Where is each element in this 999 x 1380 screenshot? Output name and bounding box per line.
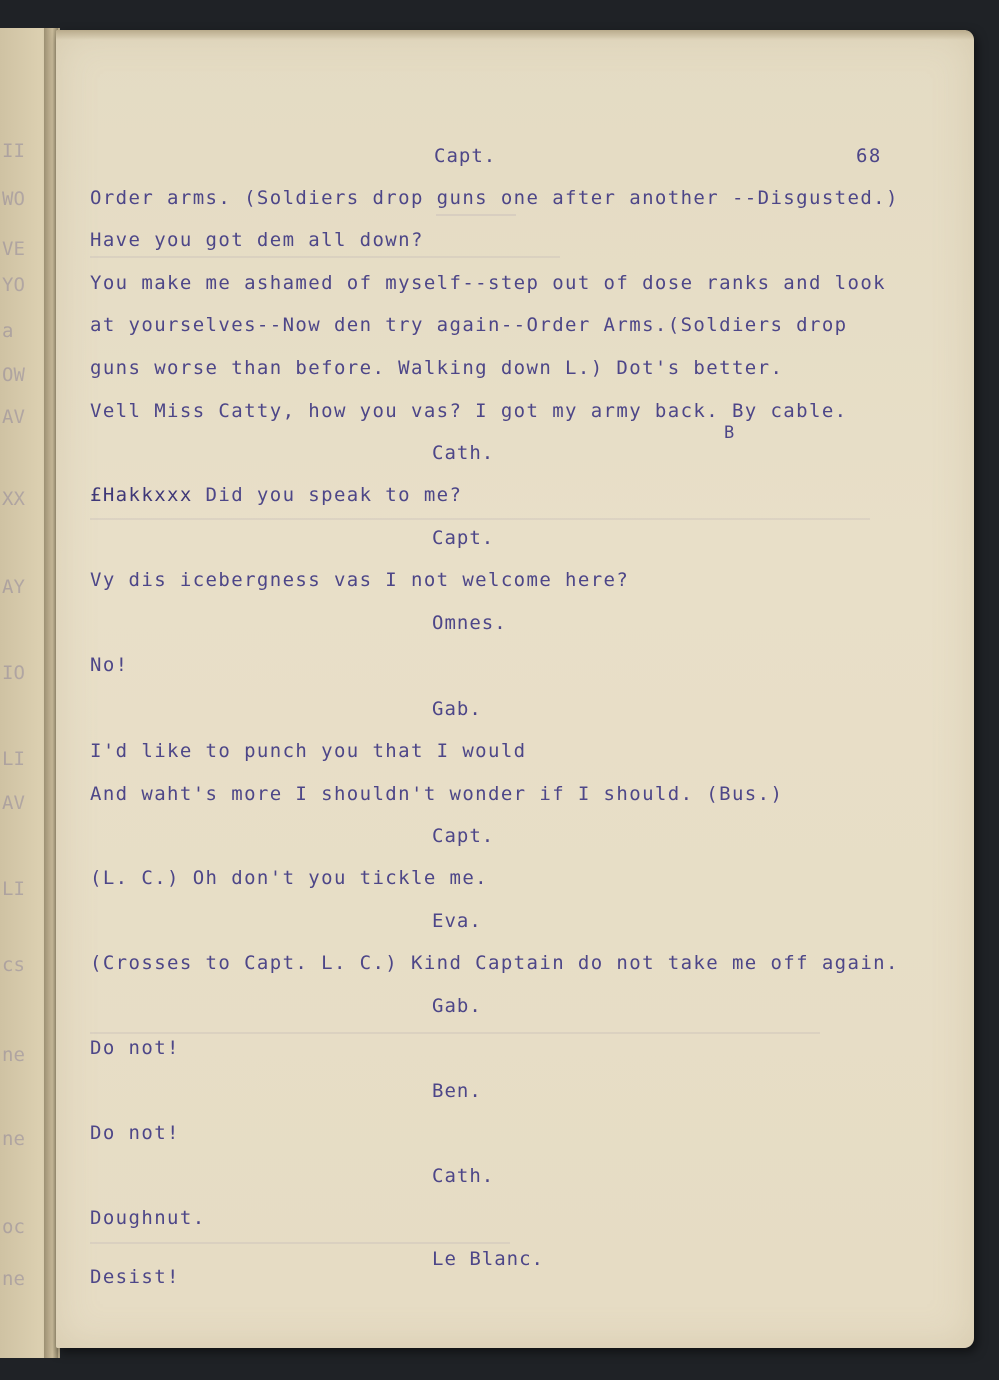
dialogue-line: Do not! (90, 1037, 180, 1059)
dialogue-line: Vy dis icebergness vas I not welcome here? (90, 569, 630, 591)
insert-mark: B (724, 423, 736, 443)
speaker-gab: Gab. (432, 995, 482, 1017)
dialogue-line: Vell Miss Catty, how you vas? I got my army back. By cable. (90, 400, 848, 422)
speaker-capt-header: Capt. (434, 145, 497, 167)
page-top-edge (56, 30, 974, 40)
dialogue-line: You make me ashamed of myself--step out of dose ranks and look (90, 272, 887, 294)
dialogue-line: No! (90, 654, 129, 676)
dialogue-line: Do not! (90, 1122, 180, 1144)
speech-text: Did you speak to me? (192, 484, 463, 506)
dialogue-line: guns worse than before. Walking down L.) Dot's better. (90, 357, 784, 379)
speaker-gab: Gab. (432, 698, 482, 720)
typescript-page (56, 30, 974, 1348)
speaker-cath: Cath. (432, 1165, 495, 1187)
speaker-le-blanc: Le Blanc. (432, 1248, 544, 1270)
dialogue-line: And waht's more I shouldn't wonder if I should. (Bus.) (90, 783, 784, 805)
speaker-capt: Capt. (432, 825, 495, 847)
speaker-omnes: Omnes. (432, 612, 507, 634)
speaker-capt: Capt. (432, 527, 495, 549)
struck-out-text: £Hakkxxx (90, 484, 193, 506)
dialogue-line: Order arms. (Soldiers drop guns one after another --Disgusted.) (90, 187, 899, 209)
dialogue-line: Desist! (90, 1266, 180, 1288)
speaker-eva: Eva. (432, 910, 482, 932)
dialogue-line: at yourselves--Now den try again--Order Arms.(Soldiers drop (90, 314, 848, 336)
speaker-ben: Ben. (432, 1080, 482, 1102)
dialogue-line: Doughnut. (90, 1207, 206, 1229)
page-number: 68 (856, 145, 882, 167)
previous-page-edge: II WO VE YO a OW AV XX AY IO LI AV LI cs ne ne oc ne (0, 28, 60, 1358)
speaker-cath: Cath. (432, 442, 495, 464)
dialogue-line (90, 484, 462, 506)
dialogue-line: (L. C.) Oh don't you tickle me. (90, 867, 489, 889)
dialogue-line: (Crosses to Capt. L. C.) Kind Captain do not take me off again. (90, 952, 899, 974)
dialogue-line: I'd like to punch you that I would (90, 740, 527, 762)
dialogue-line: Have you got dem all down? (90, 229, 424, 251)
